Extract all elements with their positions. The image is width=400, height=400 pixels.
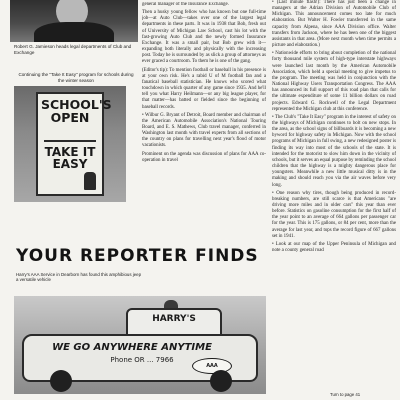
- car-caption: Harry's AAA Service in Dearborn has found this amphibious jeep a versatile vehicle: [16, 272, 142, 283]
- portrait-caption: Robert G. Jamieson heads legal departments of Club and Exchange: [14, 44, 132, 55]
- sign-top-text: SCHOOL'S OPEN: [41, 97, 112, 125]
- sign-divider: [44, 140, 96, 142]
- sign-figure: [84, 172, 96, 190]
- sign-caption: Continuing the "Take It Easy" program for schools during the winter season: [18, 72, 134, 83]
- aaa-emblem: AAA: [192, 358, 232, 374]
- right-paragraph: • The Club's "Take It Easy" program in the interest of safety on the highways of Michigan continues to bolt on new stops. In the area, as the school signs of billboards it is becoming a new byword for highway safety in Michigan. Now with the school programs of Michigan in full swing, a new redesigned poster is finding its way into most of the schools of the state. It is intended for the motorist to slow him down in the vicinity of schools, but it serves an equal purpose by reminding the school children that the highway is a mighty dangerous place for youngsters. Meanwhile a new little musical ditty is in the making and should reach you via the air waves before very long.: [272, 114, 396, 188]
- car-brand-text: HARRY'S: [152, 314, 196, 324]
- school-sign-photo: [14, 86, 126, 202]
- middle-paragraph: general manager of the Insurance Exchange.: [142, 2, 229, 7]
- portrait-shoulders: [34, 22, 114, 42]
- car-wheel: [210, 370, 232, 392]
- middle-paragraph: Then a husky young fellow who has known but one full-time job—at Auto Club—takes over one of the largest legal departments in these parts. It was in 1938 that Bob, fresh out of University of Michigan Law School, cast his lot with the fast-growing Auto Club and the newly formed Insurance Exchange. It was a small pair, but Bob grew with it—expanding both literally and physically with the increasing post. Today he is surrounded by as slick a group of attorneys as ever graced a courtroom. To them he is one of the gang.: [142, 10, 266, 65]
- car-phone-text: Phone OR ... 7966: [110, 356, 174, 364]
- middle-paragraph: (Editor's tip): To mention football or baseball in his presence is at your own risk. He's a rabid U of M football fan and a fanatical baseball statistician. He knows who scored what touchdown in which quarter of any game since 1935. And he'll tell you what Harry Heilmann—or any big league player, for that matter—has batted or fielded since the beginning of baseball records.: [142, 67, 266, 110]
- sign-board: [36, 92, 112, 196]
- car-slogan-text: WE GO ANYWHERE ANYTIME: [52, 342, 212, 353]
- right-paragraph: • Nationwide efforts to bring about completion of the national forty thousand mile system of high-type interstate highways were launched last month by the American Automobile Association, which held a special meeting to give impetus to the program. The meeting was held in conjunction with the National Highway Users Transportation Congress. The AAA has announced its full support of this road plan that calls for the ultimate expenditure of some 11 billion dollars on road projects. Edward G. Rockwell of the Legal Department represented the Michigan club at this conference.: [272, 51, 396, 112]
- amphibious-car-photo: [14, 296, 266, 394]
- right-paragraph: • One reason why tires, though being produced in record-breaking numbers, are still scarce is that Americans "are driving more miles and in older cars" this year than ever before. Statistics on gasoline consumption for the first half of the year point to an average of 664 gallons per passenger car for the year. This is 175 gallons, or 84 per cent, more than the average for last year, and tops the record figure of 667 gallons set in 1941.: [272, 190, 396, 239]
- middle-paragraph: • Wilbur G. Bryant of Detroit, Board member and chairman of the American Automobile Association's National Touring Board, and E. S. Mathews, Club travel manager, conferred in Washington last month with travel experts from all sections of the country on plans for travelling next year's flood of motor vacationists.: [142, 112, 266, 149]
- sign-bottom-text: TAKE IT EASY: [44, 145, 96, 171]
- right-paragraph: • (Last minute flash!): There has just been a change in managers at the Adrian Division of Automobile Club of Michigan. This announcement comes too late for much elaboration. But Walter H. Fowler transferred in the same capacity from Alpena, since AAA Division office. Walter transfers from Jackson, where he has been one of the biggest assistants in that area. (More next month when time permits a picture and elaboration.): [272, 0, 396, 49]
- middle-paragraph: Prominent on the agenda was discussion of plans for AAA co-operation in travel: [142, 151, 266, 163]
- continued-note: Turn to page 41: [330, 392, 361, 397]
- right-paragraph: • Look at our map of the Upper Peninsula of Michigan and note a county general road: [272, 241, 396, 254]
- section-headline: YOUR REPORTER FINDS: [16, 246, 259, 266]
- middle-column: [142, 2, 266, 242]
- portrait-photo: [10, 0, 138, 42]
- car-wheel: [50, 370, 72, 392]
- right-column: [272, 0, 396, 400]
